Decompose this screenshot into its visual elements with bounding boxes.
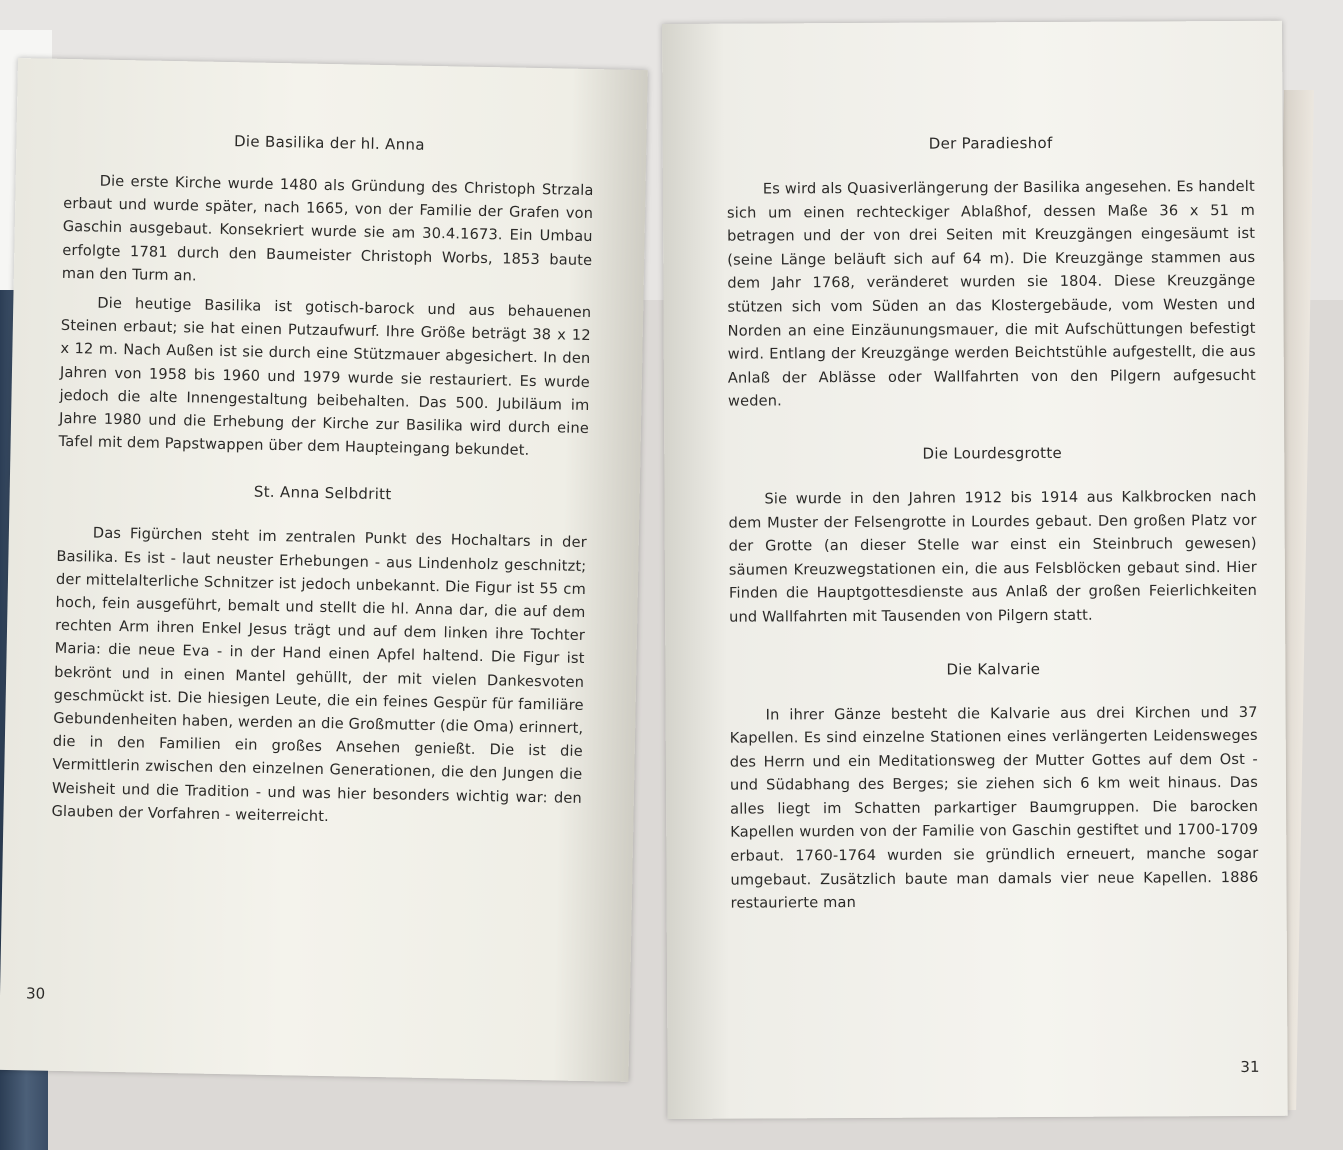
paragraph: In ihrer Gänze besteht die Kalvarie aus drei Kirchen und 37 Kapellen. Es sind einzelne Stationen eines verlängerten Leidensweges des Herrn und ein Meditationsweg der Mutter Gottes auf dem Ost - und Südabhang des Berges; sie ziehen sich 6 km weit hinaus. Das alles liegt im Schatten parkartiger Baumgruppen. Die barocken Kapellen wurden von der Familie von Gaschin gestiftet und 1700-1709 erbaut. 1760-1764 wurden sie gründlich erneuert, manche sogar umgebaut. Zusätzlich baute man damals vier neue Kapellen. 1886 restaurierte man bbox=[729, 703, 1259, 912]
right-page-text bbox=[727, 133, 1259, 916]
paragraph: Die erste Kirche wurde 1480 als Gründung des Christoph Strzala erbaut und wurde später, nach 1665, von der Familie der Grafen von Gaschin ausgebaut. Konsekriert wurde sie am 30.4.1673. Ein Umbau erfolgte 1781 durch den Baumeister Christoph Worbs, 1853 baute man den Turm an. bbox=[61, 172, 594, 285]
heading-basilika: Die Basilika der hl. Anna bbox=[233, 132, 425, 154]
paragraph: Sie wurde in den Jahren 1912 bis 1914 aus Kalkbrocken nach dem Muster der Felsengrotte in Lourdes gebaut. Den großen Platz vor der Grotte (an dieser Stelle war einst ein Steinbruch gewesen) säumen Kreuzwegstationen ein, die aus Felsblöcken gebaut sind. Hier Finden die Hauptgottesdienste aus Anlaß der großen Feierlichkeiten und Wallfahrten mit Tausenden von Pilgern statt. bbox=[728, 487, 1258, 626]
left-page-text bbox=[51, 129, 594, 833]
page-number: 30 bbox=[25, 984, 46, 1003]
left-page bbox=[0, 58, 648, 1082]
heading-paradieshof: Der Paradieshof bbox=[928, 133, 1053, 153]
heading-lourdesgrotte: Die Lourdesgrotte bbox=[922, 443, 1063, 463]
paragraph: Es wird als Quasiverlängerung der Basilika angesehen. Es handelt sich um einen rechteckiger Ablaßhof, dessen Maße 36 x 51 m betragen und der von drei Seiten mit Kreuzgängen eingesäumt ist (seine Länge beläuft sich auf 64 m). Die Kreuzgänge stammen aus dem Jahr 1768, veränderet wurden sie 1804. Diese Kreuzgänge stützen sich vom Süden an das Klostergebäude, vom Westen und Norden an eine Einzäunungsmauer, die mit Aufschüttungen befestigt wird. Entlang der Kreuzgänge werden Beichtstühle aufgestellt, die aus Anlaß der Ablässe oder Wallfahrten von den Pilgern aufgesucht weden. bbox=[726, 177, 1256, 411]
page-number: 31 bbox=[1240, 1057, 1260, 1076]
right-page bbox=[662, 21, 1288, 1119]
heading-kalvarie: Die Kalvarie bbox=[946, 659, 1041, 679]
paragraph: Das Figürchen steht im zentralen Punkt des Hochaltars in der Basilika. Es ist - laut neuster Erhebungen - aus Lindenholz geschnitzt; der mittelalterliche Schnitzer ist jedoch unbekannt. Die Figur ist 55 cm hoch, fein ausgeführt, bemalt und stellt die hl. Anna dar, die auf dem rechten Arm ihren Enkel Jesus trägt und auf dem linken ihre Tochter Maria: die neue Eva - in der Hand einen Apfel haltend. Die Figur ist bekrönt und in einen Mantel gehüllt, der mit vielen Dankesvoten geschmückt ist. Die hiesigen Leute, die ein feines Gespür für familiäre Gebundenheiten haben, werden an die Großmutter (die Oma) erinnert, die in den Familien ein großes Ansehen genießt. Die ist die Vermittlerin zwischen den einzelnen Generationen, die den Jungen die Weisheit und die Tradition - und was hier besonders wichtig war: den Glauben der Vorfahren - weiterreicht. bbox=[51, 524, 587, 825]
paragraph: Die heutige Basilika ist gotisch-barock und aus behauenen Steinen erbaut; sie hat einen Putzaufwurf. Ihre Größe beträgt 38 x 12 x 12 m. Nach Außen ist sie durch eine Stützmauer abgesichert. In den Jahren von 1958 bis 1960 und 1979 wurde sie restauriert. Es wurde jedoch die alte Innengestaltung beibehalten. Das 500. Jubiläum im Jahre 1980 und die Erhebung der Kirche zur Basilika wird durch eine Tafel mit dem Papstwappen über dem Haupteingang bekundet. bbox=[58, 294, 592, 460]
heading-st-anna: St. Anna Selbdritt bbox=[253, 483, 392, 504]
